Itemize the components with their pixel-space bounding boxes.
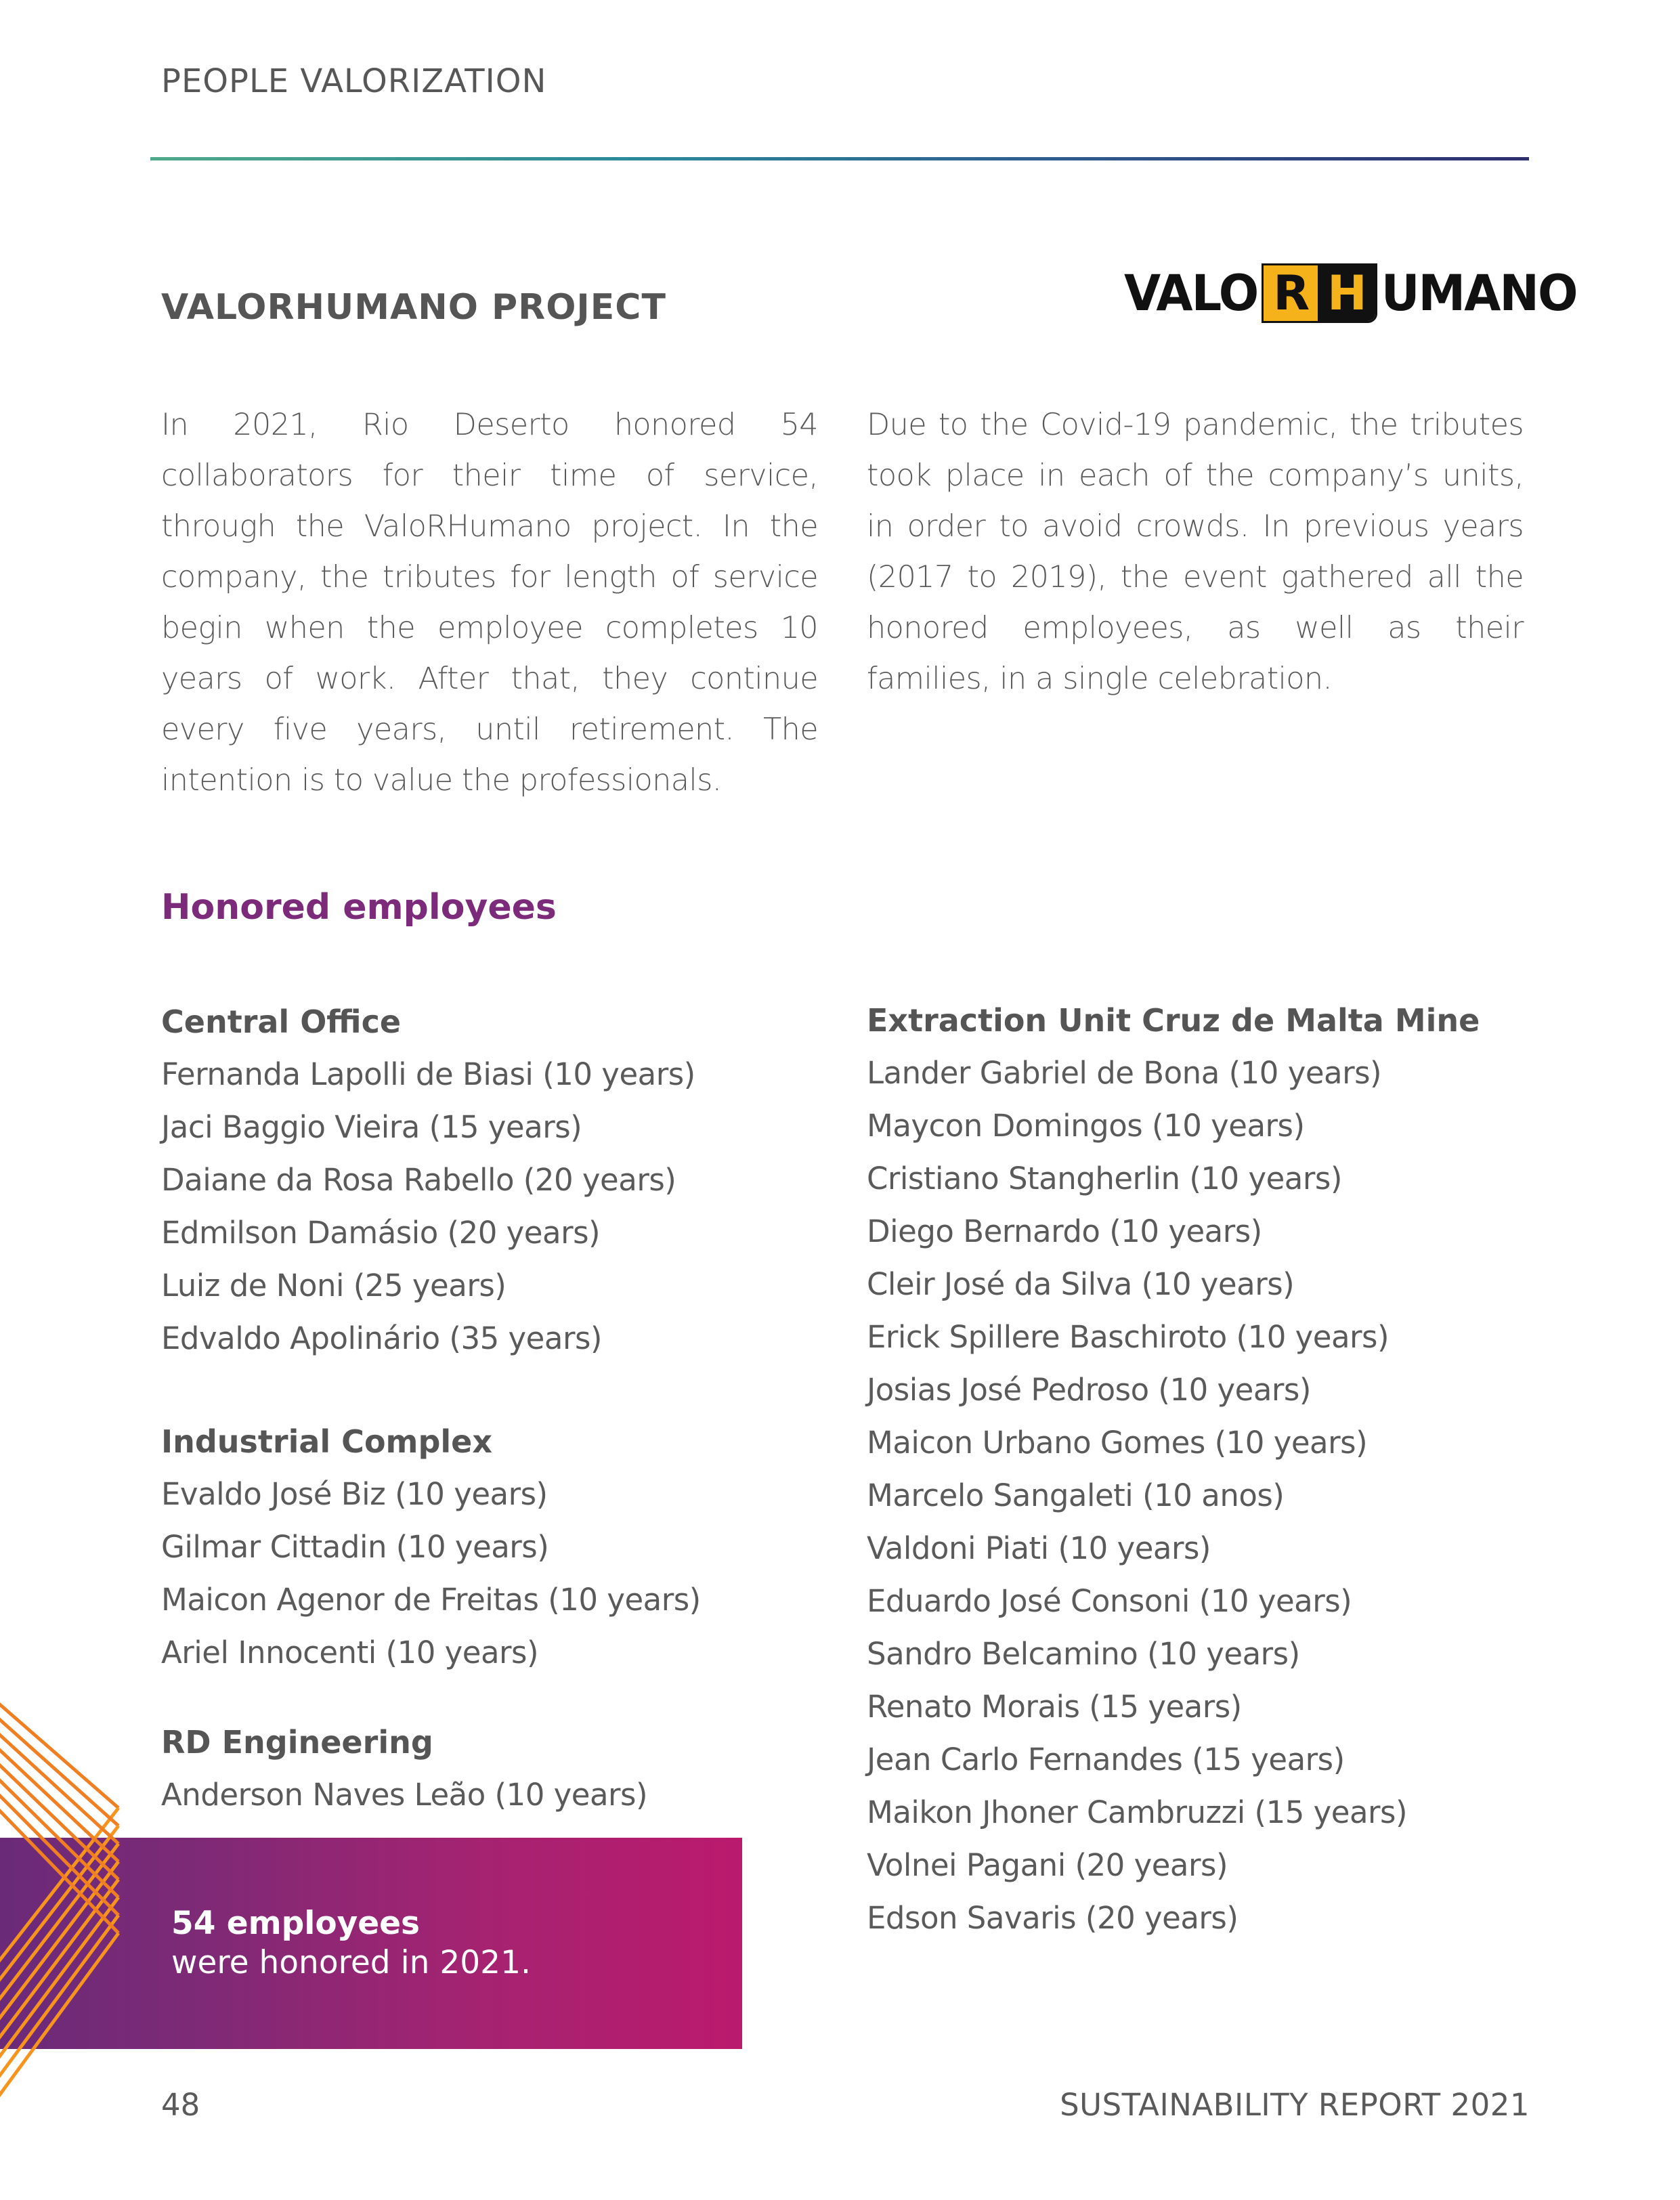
decor-line <box>0 1897 119 2074</box>
group-title: RD Engineering <box>161 1724 433 1761</box>
employee-item: Edson Savaris (20 years) <box>867 1900 1239 1936</box>
group-title: Industrial Complex <box>161 1423 493 1460</box>
intro-paragraph-left: In 2021, Rio Deserto honored 54 collaborators for their time of service, through the ValoRHumano project. In the company, the tributes for length of service begin when the employee completes 10 years of work. After that, they continue every five years, until retirement. The intention is to value the professionals. <box>161 408 818 798</box>
header-divider <box>150 157 1529 160</box>
logo-rh-badge <box>1262 263 1377 323</box>
valorhumano-logo <box>1124 261 1576 325</box>
decor-line <box>0 1826 119 1996</box>
employee-list-left <box>161 995 838 1821</box>
honored-employees-heading: Honored employees <box>161 887 557 928</box>
logo-h-letter: H <box>1318 265 1375 321</box>
employee-item: Marcelo Sangaleti (10 anos) <box>867 1478 1285 1513</box>
group-title: Extraction Unit Cruz de Malta Mine <box>867 1002 1480 1039</box>
employee-item: Jean Carlo Fernandes (15 years) <box>867 1742 1345 1777</box>
employee-item: Lander Gabriel de Bona (10 years) <box>867 1055 1382 1091</box>
highlight-count: 54 employees <box>171 1905 421 1942</box>
group-title: Central Office <box>161 1004 402 1040</box>
decorative-lines-graphic <box>0 1693 122 2180</box>
group-industrial-complex <box>161 1415 838 1679</box>
highlight-caption: were honored in 2021. <box>171 1944 531 1981</box>
employee-item: Edvaldo Apolinário (35 years) <box>161 1320 602 1356</box>
employee-list-right <box>867 994 1544 1945</box>
highlight-text <box>171 1904 531 1983</box>
employee-item: Josias José Pedroso (10 years) <box>867 1372 1311 1408</box>
group-cruz-de-malta-mine <box>867 994 1544 1945</box>
employee-item: Fernanda Lapolli de Biasi (10 years) <box>161 1056 695 1092</box>
employee-item: Daiane da Rosa Rabello (20 years) <box>161 1162 676 1198</box>
project-title: VALORHUMANO PROJECT <box>161 287 666 328</box>
employee-item: Sandro Belcamino (10 years) <box>867 1636 1300 1672</box>
employee-item: Luiz de Noni (25 years) <box>161 1268 507 1303</box>
group-central-office <box>161 995 838 1365</box>
employee-item: Evaldo José Biz (10 years) <box>161 1476 548 1512</box>
employee-item: Diego Bernardo (10 years) <box>867 1213 1262 1249</box>
intro-paragraph-right: Due to the Covid-19 pandemic, the tributes took place in each of the company’s units, in order to avoid crowds. In previous years (2017 to 2019), the event gathered all the honored employees, as well as their families, in a single celebration. <box>867 408 1524 696</box>
employee-item: Erick Spillere Baschiroto (10 years) <box>867 1319 1390 1355</box>
employee-item: Volnei Pagani (20 years) <box>867 1847 1228 1883</box>
decor-line <box>0 1808 119 1977</box>
employee-item: Maicon Agenor de Freitas (10 years) <box>161 1582 701 1618</box>
group-rd-engineering <box>161 1716 838 1821</box>
logo-suffix: UMANO <box>1381 263 1577 323</box>
logo-r-letter: R <box>1264 265 1318 321</box>
employee-item: Maicon Urbano Gomes (10 years) <box>867 1425 1368 1461</box>
decor-line <box>0 1861 119 2035</box>
employee-item: Maycon Domingos (10 years) <box>867 1108 1305 1144</box>
report-title: SUSTAINABILITY REPORT 2021 <box>1060 2087 1530 2123</box>
employee-item: Valdoni Piati (10 years) <box>867 1530 1211 1566</box>
employee-item: Renato Morais (15 years) <box>867 1689 1242 1725</box>
employee-item: Jaci Baggio Vieira (15 years) <box>161 1109 582 1145</box>
decor-line <box>0 1880 119 2055</box>
employee-item: Eduardo José Consoni (10 years) <box>867 1583 1352 1619</box>
page-number: 48 <box>161 2087 200 2123</box>
employee-item: Gilmar Cittadin (10 years) <box>161 1529 549 1565</box>
employee-item: Maikon Jhoner Cambruzzi (15 years) <box>867 1794 1408 1830</box>
logo-prefix: VALO <box>1124 263 1258 323</box>
section-label: PEOPLE VALORIZATION <box>161 62 547 100</box>
employee-item: Ariel Innocenti (10 years) <box>161 1635 539 1670</box>
employee-item: Anderson Naves Leão (10 years) <box>161 1777 648 1813</box>
decor-line <box>0 1844 119 2016</box>
employee-item: Edmilson Damásio (20 years) <box>161 1215 601 1251</box>
employee-item: Cristiano Stangherlin (10 years) <box>867 1161 1342 1196</box>
employee-item: Cleir José da Silva (10 years) <box>867 1266 1295 1302</box>
